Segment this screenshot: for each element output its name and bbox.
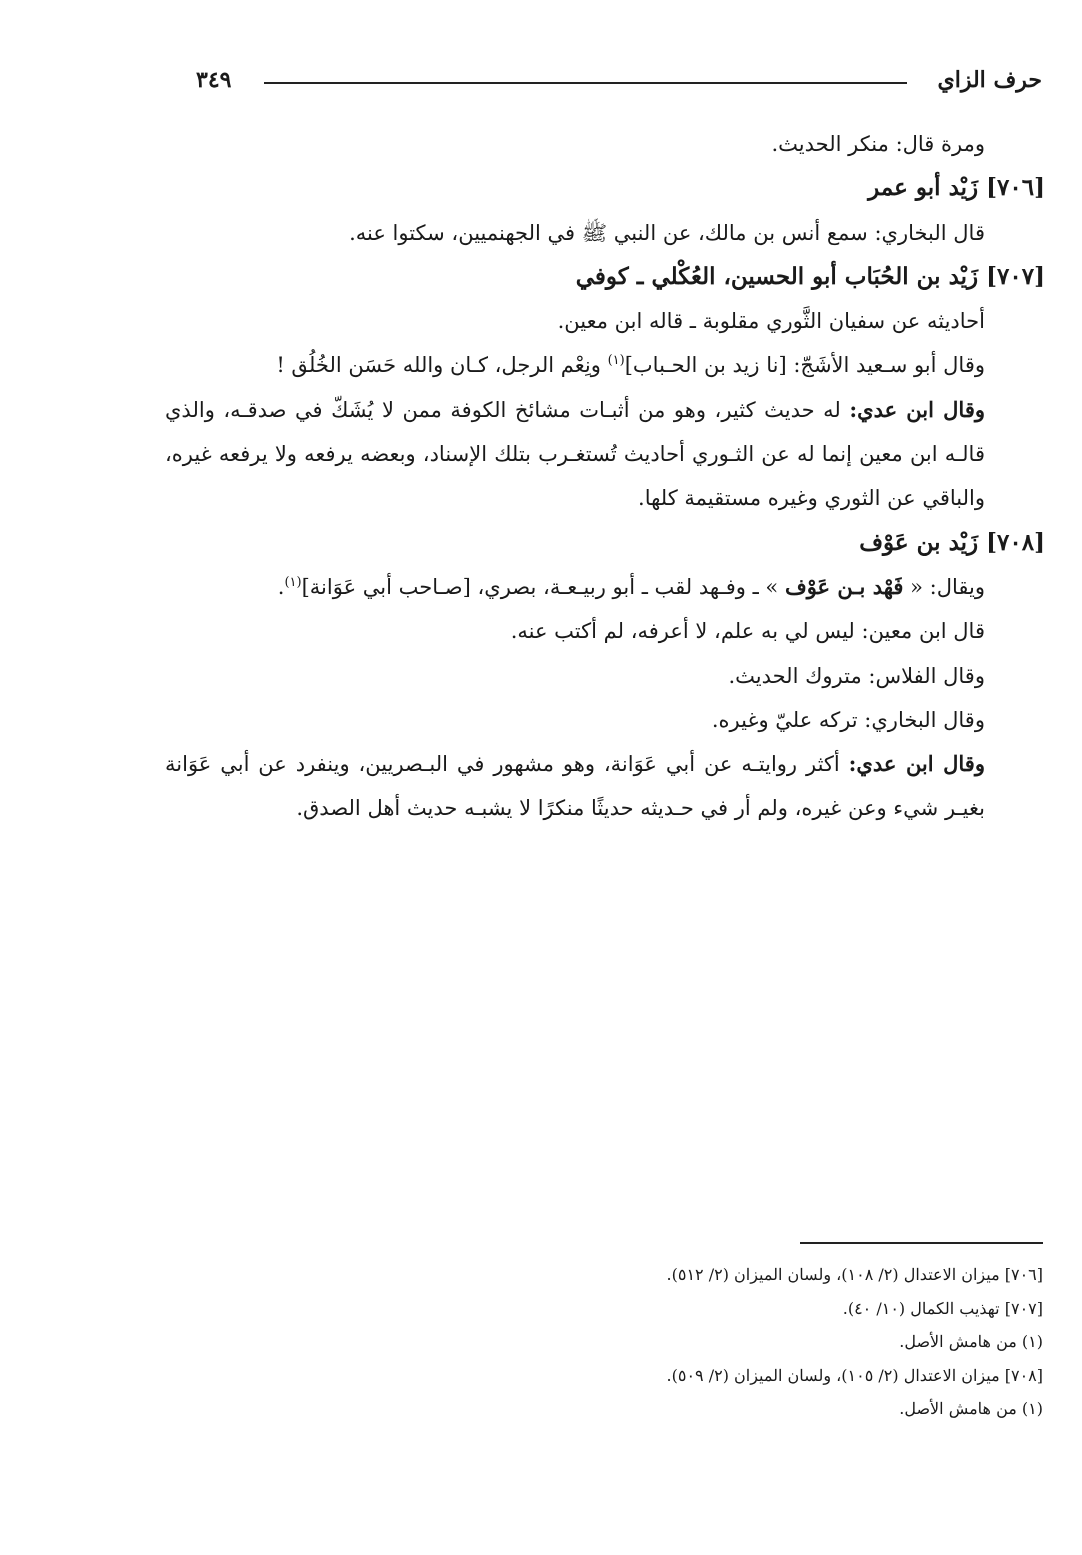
entry-heading-708: [٧٠٨] زَيْد بن عَوْف: [859, 528, 1045, 556]
footnote-marker: (١): [284, 574, 302, 590]
entry-heading-706: [٧٠٦] زَيْد أبو عمر: [868, 174, 1045, 202]
paragraph: [165, 565, 1045, 609]
text-run: .: [277, 574, 285, 599]
paragraph: ومرة قال: منكر الحديث.: [771, 132, 985, 156]
source-label: وقال ابن عدي:: [848, 751, 985, 777]
text-run: وقال أبو سـعيد الأشَجّ: [نا زيد بن الحـباب]: [624, 353, 985, 378]
page-header: [196, 62, 1042, 102]
footnote: [٧٠٧] تهذيب الكمال (١٠/ ٤٠).: [842, 1298, 1043, 1318]
paragraph: أحاديثه عن سفيان الثَّوري مقلوبة ـ قاله ابن معين.: [557, 309, 985, 334]
name-variant: فَهْد بـن عَوْف: [784, 573, 904, 599]
footnote-rule: [800, 1242, 1043, 1244]
text-run: ويقال: «: [910, 574, 985, 599]
paragraph: [165, 742, 1045, 831]
footnote: [٧٠٨] ميزان الاعتدال (٢/ ١٠٥)، ولسان الميزان (٢/ ٥٠٩).: [666, 1365, 1043, 1385]
entry-heading-707: [٧٠٧] زَيْد بن الحُبَاب أبو الحسين، العُكْلي ـ كوفي: [575, 262, 1045, 290]
footnotes: [300, 1258, 1043, 1426]
text-run: ونِعْم الرجل، كـان والله حَسَن الخُلُق !: [276, 353, 601, 378]
footnote: (١) من هامش الأصل.: [899, 1332, 1043, 1351]
page-number: ٣٤٩: [196, 67, 232, 93]
paragraph: وقال الفلاس: متروك الحديث.: [728, 663, 985, 688]
text-run: له حديث كثير، وهو من أثبـات مشائخ الكوفة ممن لا يُشَكّ في صدقـه، والذي قالـه ابن معين إنما له عن الثـوري أحاديث تُستغـرب بتلك الإسناد، وبعضه يرفعه ولا يرفعه غيره، والباقي عن الثوري وغيره مستقيمة كلها.: [165, 397, 985, 511]
paragraph: قال ابن معين: ليس لي به علم، لا أعرفه، لم أكتب عنه.: [510, 619, 985, 644]
source-label: وقال ابن عدي:: [849, 396, 985, 422]
text-run: » ـ وفـهد لقب ـ أبو ربيـعـة، بصري، [صـاحب أبي عَوَانة]: [301, 574, 779, 599]
footnote: (١) من هامش الأصل.: [899, 1399, 1043, 1418]
paragraph: قال البخاري: سمع أنس بن مالك، عن النبي ﷺ في الجهنميين، سكتوا عنه.: [349, 220, 985, 245]
paragraph: [165, 343, 1045, 387]
footnote-marker: (١): [607, 353, 625, 369]
header-rule: [264, 82, 907, 84]
paragraph: [165, 388, 1045, 521]
text-run: أكثر روايتـه عن أبي عَوَانة، وهو مشهور في البـصريين، وينفرد عن أبي عَوَانة بغيـر شيء وعن غيره، ولم أر في حـديثه حديثًا منكرًا لا يشبـه حديث أهل الصدق.: [165, 752, 985, 821]
running-title: حرف الزاي: [937, 67, 1042, 93]
footnote: [٧٠٦] ميزان الاعتدال (٢/ ١٠٨)، ولسان الميزان (٢/ ٥١٢).: [666, 1265, 1043, 1284]
main-text: [165, 122, 1045, 831]
paragraph: وقال البخاري: تركه عليّ وغيره.: [711, 707, 985, 732]
